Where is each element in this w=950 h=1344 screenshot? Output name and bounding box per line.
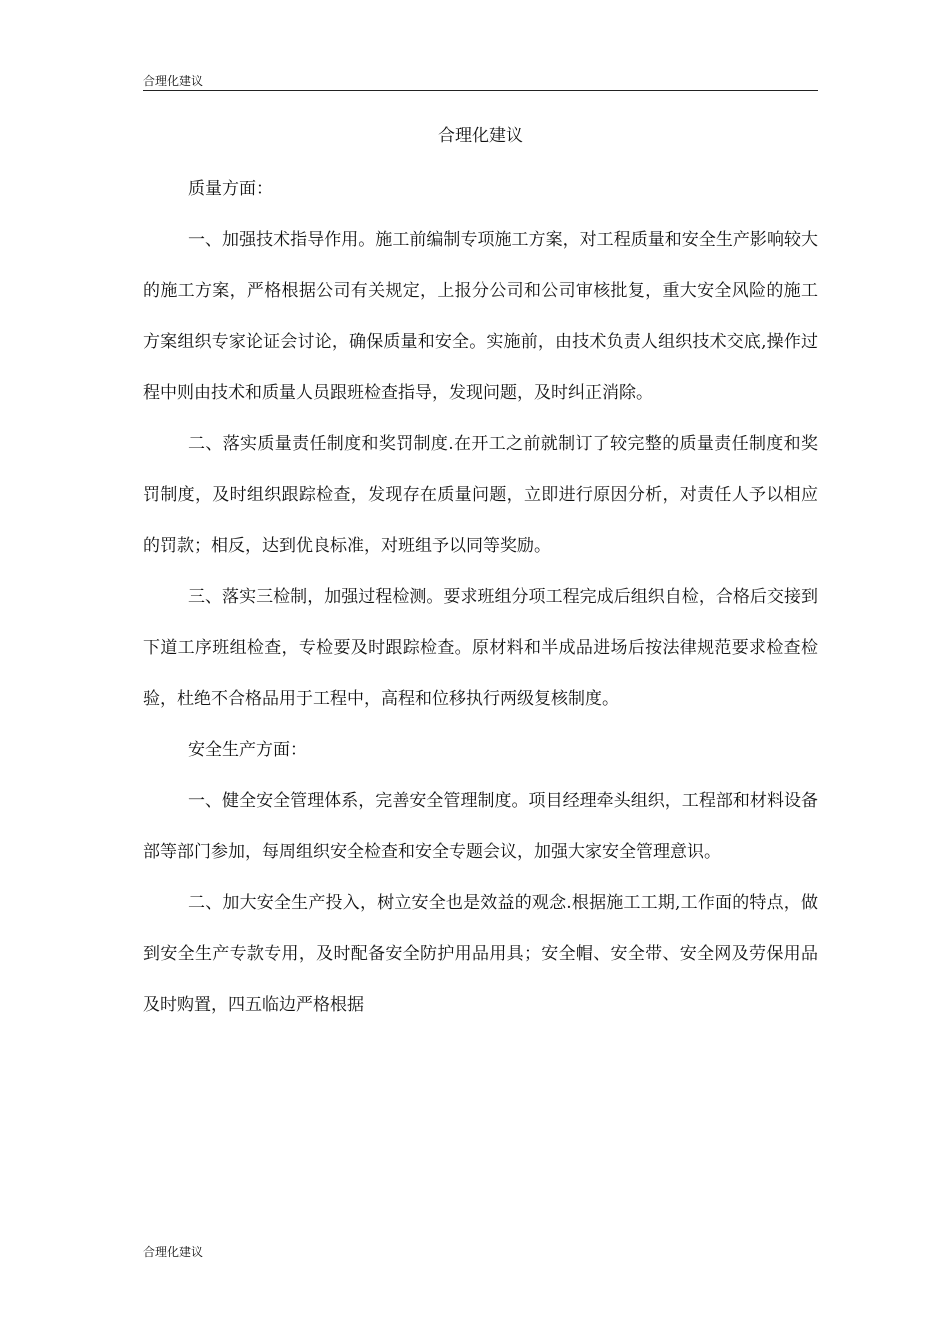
paragraph: 三、落实三检制，加强过程检测。要求班组分项工程完成后组织自检，合格后交接到下道工序班组检查，专检要及时跟踪检查。原材料和半成品进场后按法律规范要求检查检验，杜绝不合格品用于工程中，高程和位移执行两级复核制度。 [143, 587, 818, 709]
paragraph: 二、落实质量责任制度和奖罚制度.在开工之前就制订了较完整的质量责任制度和奖罚制度，及时组织跟踪检查，发现存在质量问题，立即进行原因分析，对责任人予以相应的罚款；相反，达到优良标准，对班组予以同等奖励。 [143, 434, 818, 556]
paragraph: 一、加强技术指导作用。施工前编制专项施工方案，对工程质量和安全生产影响较大的施工方案，严格根据公司有关规定，上报分公司和公司审核批复，重大安全风险的施工方案组织专家论证会讨论，确保质量和安全。实施前，由技术负责人组织技术交底,操作过程中则由技术和质量人员跟班检查指导，发现问题，及时纠正消除。 [143, 230, 818, 403]
paragraph: 一、健全安全管理体系，完善安全管理制度。项目经理牵头组织，工程部和材料设备部等部门参加，每周组织安全检查和安全专题会议，加强大家安全管理意识。 [143, 791, 818, 862]
paragraph: 二、加大安全生产投入，树立安全也是效益的观念.根据施工工期,工作面的特点，做到安全生产专款专用，及时配备安全防护用品用具；安全帽、安全带、安全网及劳保用品及时购置，四五临边严格根据 [143, 893, 818, 1015]
page-footer: 合理化建议 [143, 1245, 204, 1259]
document-title: 合理化建议 [438, 126, 523, 146]
page-header [143, 72, 818, 91]
section-heading-safety: 安全生产方面： [188, 740, 307, 760]
header-text: 合理化建议 [143, 74, 204, 88]
document-body [143, 164, 818, 1031]
section-heading-quality: 质量方面： [188, 179, 273, 199]
